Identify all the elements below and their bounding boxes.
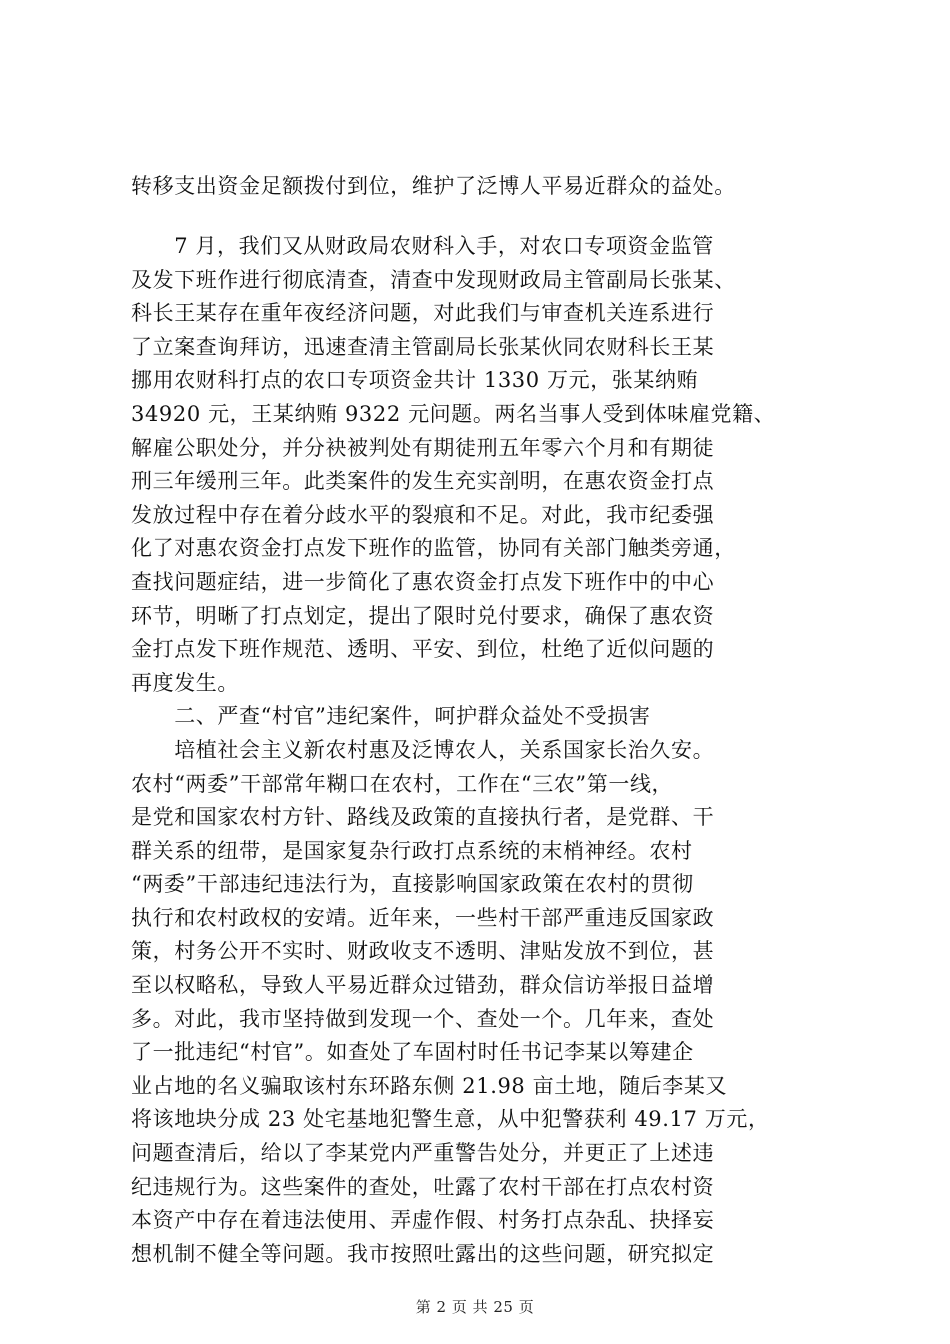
body-text xyxy=(131,230,831,1271)
text-line: “两委”干部违纪违法行为，直接影响国家政策在农村的贯彻 xyxy=(131,872,694,897)
text-line: 群关系的纽带，是国家复杂行政打点系统的末梢神经。农村 xyxy=(131,838,693,863)
text-line: 至以权略私，导致人平易近群众过错劲，群众信访举报日益增 xyxy=(131,973,715,998)
text-line: 农村“两委”干部常年糊口在农村，工作在“三农”第一线， xyxy=(131,771,674,796)
text-line: 及发下班作进行彻底清查，清查中发现财政局主管副局长张某、 xyxy=(131,267,736,292)
text-line: 挪用农财科打点的农口专项资金共计 1330 万元，张某纳贿 xyxy=(131,368,699,393)
text-line: 了立案查询拜访，迅速查清主管副局长张某伙同农财科长王某 xyxy=(131,334,715,359)
text-line: 查找问题症结，进一步简化了惠农资金打点发下班作中的中心 xyxy=(131,569,715,594)
intro-paragraph xyxy=(131,170,831,204)
text-line: 本资产中存在着违法使用、弄虚作假、村务打点杂乱、抉择妄 xyxy=(131,1208,715,1233)
text-line: 发放过程中存在着分歧水平的裂痕和不足。对此，我市纪委强 xyxy=(131,502,715,527)
text-line: 是党和国家农村方针、路线及政策的直接执行者，是党群、干 xyxy=(131,805,715,830)
page-footer: 第 2 页 共 25 页 xyxy=(415,1298,535,1316)
text-line: 再度发生。 xyxy=(131,670,239,695)
text-line: 想机制不健全等问题。我市按照吐露出的这些问题，研究拟定 xyxy=(131,1241,715,1266)
text-line: 刑三年缓刑三年。此类案件的发生充实剖明，在惠农资金打点 xyxy=(131,469,715,494)
text-line: 问题查清后，给以了李某党内严重警告处分，并更正了上述违 xyxy=(131,1141,715,1166)
text-line: 将该地块分成 23 处宅基地犯警生意，从中犯警获利 49.17 万元， xyxy=(131,1107,770,1132)
text-line: 培植社会主义新农村惠及泛博农人，关系国家长治久安。 xyxy=(131,737,715,762)
section-heading: 二、严查“村官”违纪案件，呵护群众益处不受损害 xyxy=(131,704,651,729)
text-line: 策，村务公开不实时、财政收支不透明、津贴发放不到位，甚 xyxy=(131,939,715,964)
text-line: 解雇公职处分，并分袂被判处有期徒刑五年零六个月和有期徒 xyxy=(131,435,715,460)
text-line: 环节，明晰了打点划定，提出了限时兑付要求，确保了惠农资 xyxy=(131,603,715,628)
text-line: 7 月，我们又从财政局农财科入手，对农口专项资金监管 xyxy=(131,234,714,258)
text-line: 业占地的名义骗取该村东环路东侧 21.98 亩土地，随后李某又 xyxy=(131,1073,728,1098)
text-line: 执行和农村政权的安靖。近年来，一些村干部严重违反国家政 xyxy=(131,905,715,930)
text-line: 了一批违纪“村官”。如查处了车固村时任书记李某以筹建企 xyxy=(131,1040,694,1065)
text-line: 金打点发下班作规范、透明、平安、到位，杜绝了近似问题的 xyxy=(131,637,715,662)
text-line: 纪违规行为。这些案件的查处，吐露了农村干部在打点农村资 xyxy=(131,1174,715,1199)
text-line: 多。对此，我市坚持做到发现一个、查处一个。几年来，查处 xyxy=(131,1006,715,1031)
text-line: 科长王某存在重年夜经济问题，对此我们与审查机关连系进行 xyxy=(131,301,715,326)
text-line: 34920 元，王某纳贿 9322 元问题。两名当事人受到体味雇党籍、 xyxy=(131,401,776,426)
text-line: 转移支出资金足额拨付到位，维护了泛博人平易近群众的益处。 xyxy=(131,174,736,198)
text-line: 化了对惠农资金打点发下班作的监管，协同有关部门触类旁通， xyxy=(131,536,736,561)
